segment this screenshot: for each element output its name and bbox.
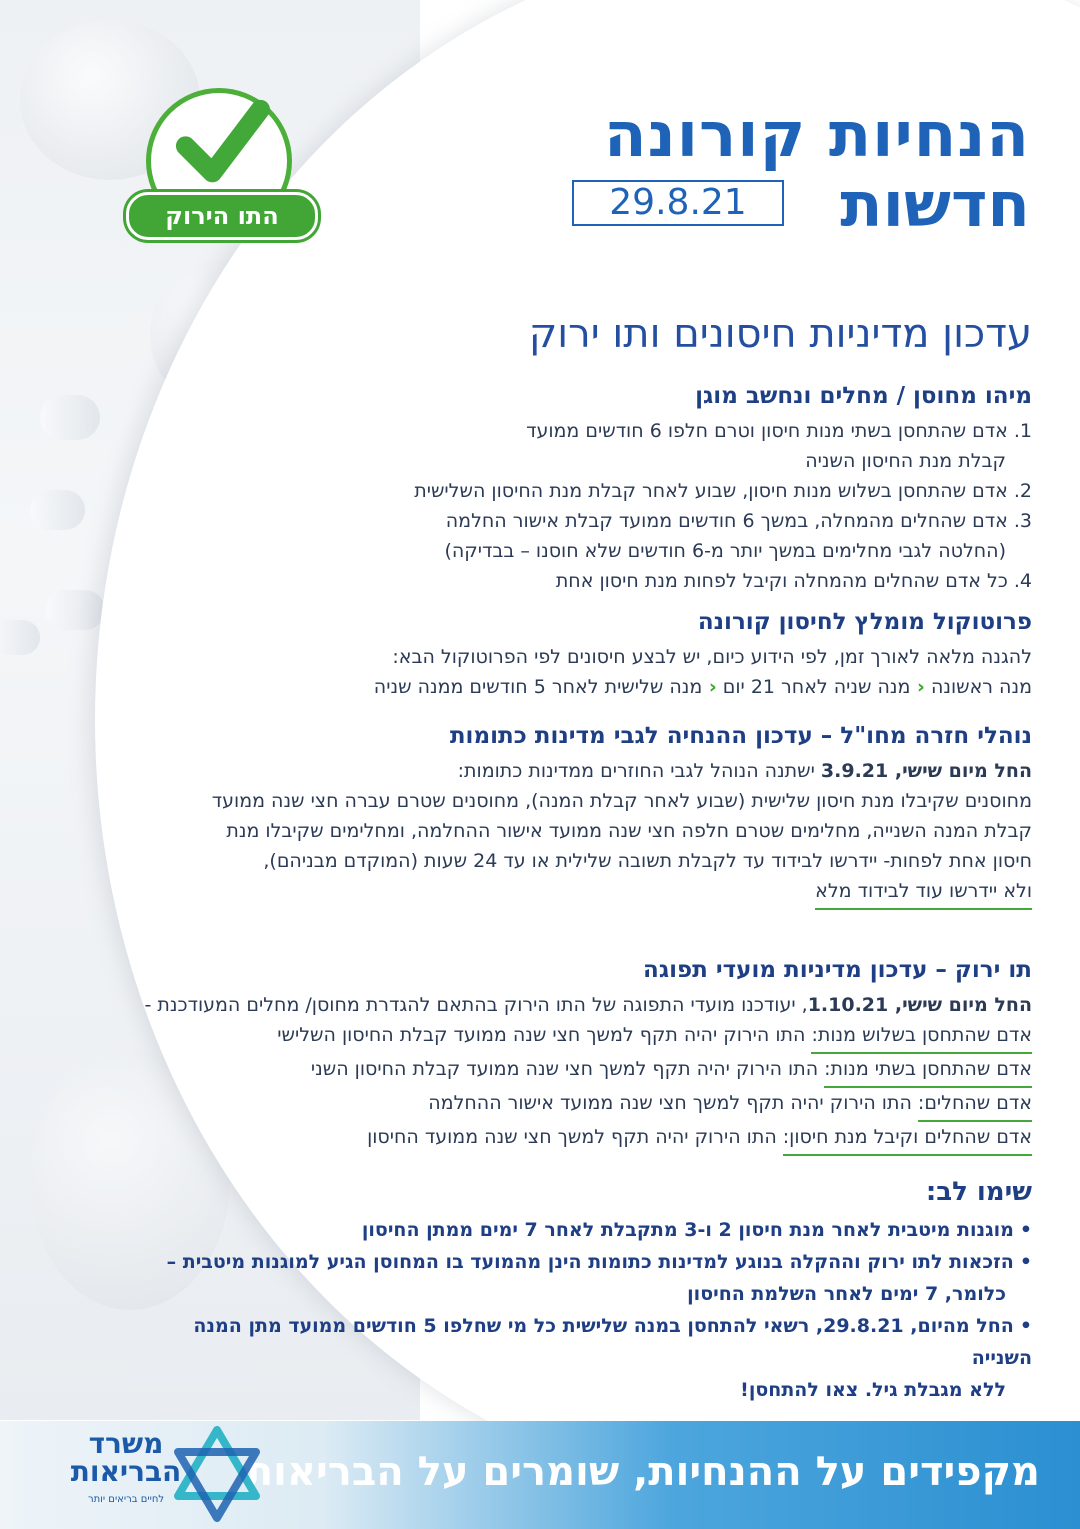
pill-decoration (0, 620, 40, 655)
green-pass-row-rule: התו הירוק יהיה תקף למשך חצי שנה ממועד קבלת החיסון השני (310, 1058, 825, 1080)
travel-lead-text: ישתנה הנוהל לגבי החוזרים ממדינות כתומות: (457, 760, 821, 782)
logo-text: משרד הבריאות (70, 1427, 182, 1488)
list-item: 3. אדם שהחלים מהמחלה, במשך 6 חודשים ממועד קבלת אישור החלמה (445, 510, 1032, 532)
section-title-protocol: פרוטוקול מומלץ לחיסון קורונה (697, 609, 1032, 635)
travel-text: מחוסנים שקיבלו מנת חיסון שלישית (שבוע לאחר קבלת המנה), מחוסנים שטרם עברה חצי שנה ממועד (211, 790, 1032, 812)
green-pass-row-who: אדם שהחלים וקיבל מנת חיסון: (783, 1122, 1032, 1156)
green-pass-row (152, 1054, 1032, 1088)
green-pass-row-who: אדם שהתחסן בשלוש מנות: (811, 1020, 1032, 1054)
green-pass-badge (126, 88, 312, 234)
note-bullet: •החל מהיום, 29.8.21, רשאי להתחסן במנה שלישית כל מי שחלפו 5 חודשים ממועד מתן המנה השנייה (193, 1315, 1032, 1369)
protocol-step-3: מנה שלישית לאחר 5 חודשים ממנה שניה (373, 676, 703, 698)
note-text: מוגנות מיטבית לאחר מנת חיסון 2 ו-3 מתקבלת לאחר 7 ימים ממתן החיסון (361, 1219, 1014, 1241)
list-item-continuation: (החלטה לגבי מחלימים במשך יותר מ-6 חודשים שלא חוסנו – בבדיקה) (444, 540, 1006, 562)
main-content (144, 306, 1032, 1406)
green-pass-lead-date: החל מיום שישי, 1.10.21 (807, 994, 1032, 1016)
protocol-intro: להגנה מלאה לאורך זמן, לפי הידוע כיום, יש לבצע חיסונים לפי הפרוטוקול הבא: (392, 646, 1032, 668)
pill-decoration (45, 590, 105, 630)
travel-lead (152, 756, 1032, 786)
list-item: 1. אדם שהתחסן בשתי מנות חיסון וטרם חלפו 6 חודשים ממועד (526, 420, 1032, 442)
ministry-logo (52, 1426, 262, 1526)
note-continuation: ללא מגבלת גיל. צאו להתחסן! (740, 1379, 1006, 1401)
notes-title: שימו לב: (925, 1177, 1032, 1207)
green-pass-row (152, 1088, 1032, 1122)
green-pass-row (152, 1122, 1032, 1156)
section-title-travel: נוהלי חזרה מחו"ל – עדכון ההנחיה לגבי מדינות כתומות (449, 723, 1032, 749)
green-pass-row-rule: התו הירוק יהיה תקף למשך חצי שנה ממועד קבלת החיסון השלישי (277, 1024, 812, 1046)
travel-text-highlight: ולא יידרשו עוד לבידוד מלא (815, 876, 1032, 910)
note-bullet: •מוגנות מיטבית לאחר מנת חיסון 2 ו-3 מתקבלת לאחר 7 ימים ממתן החיסון (361, 1219, 1032, 1241)
check-icon (174, 96, 270, 192)
note-text: החל מהיום, 29.8.21, רשאי להתחסן במנה שלישית כל מי שחלפו 5 חודשים ממועד מתן המנה השנייה (193, 1315, 1032, 1369)
green-pass-row-who: אדם שהחלים: (918, 1088, 1032, 1122)
travel-lead-date: החל מיום שישי, 3.9.21 (820, 760, 1032, 782)
protocol-step-1: מנה ראשונה (930, 676, 1032, 698)
green-pass-lead-text: , יעודכנו מועדי התפוגה של התו הירוק בהתאם להגדרת מחוסן/ מחלים המעודכנת - (144, 994, 808, 1016)
green-pass-lead (144, 990, 1032, 1020)
list-item-continuation: קבלת מנת החיסון השניה (805, 450, 1006, 472)
travel-text: קבלת המנה השנייה, מחלימים שטרם חלפה חצי שנה ממועד אישור ההחלמה, ומחלימים שקיבלו מנת (226, 820, 1032, 842)
protocol-step-2: מנה שניה לאחר 21 יום (722, 676, 911, 698)
list-item: 4. כל אדם שהחלים מהמחלה וקיבל לפחות מנת חיסון אחת (555, 570, 1032, 592)
green-pass-row-rule: התו הירוק יהיה תקף למשך חצי שנה ממועד החיסון (367, 1126, 783, 1148)
chevron-left-icon: ‹ (910, 676, 925, 698)
note-bullet: •הזכאות לתו ירוק וההקלה בנוגע למדינות כתומות הינן מהמועד בו המחוסן הגיע למוגנות מיטבית – (166, 1251, 1032, 1273)
page-title: הנחיות קורונה (604, 98, 1030, 171)
list-item: 2. אדם שהתחסן בשלוש מנות חיסון, שבוע לאחר קבלת מנת החיסון השלישית (414, 480, 1032, 502)
section-title-protected: מיהו מחוסן / מחלים ונחשב מוגן (695, 383, 1032, 409)
footer-slogan: מקפידים על ההנחיות, שומרים על הבריאות (245, 1449, 1040, 1495)
star-of-david-icon (172, 1426, 262, 1522)
date-box: 29.8.21 (572, 180, 784, 226)
note-continuation: כלומר, 7 ימים לאחר השלמת החיסון (687, 1283, 1006, 1305)
badge-label: התו הירוק (126, 192, 318, 240)
section-title-green-pass: תו ירוק – עדכון מדיניות מועדי תפוגה (643, 957, 1032, 983)
logo-tagline: לחיים בריאים יותר (87, 1494, 165, 1505)
pill-decoration (30, 490, 85, 530)
green-pass-row (152, 1020, 1032, 1054)
green-pass-row-who: אדם שהתחסן בשתי מנות: (824, 1054, 1032, 1088)
page-title-line2: חדשות (840, 168, 1030, 241)
protocol-steps (152, 672, 1032, 702)
chevron-left-icon: ‹ (702, 676, 717, 698)
green-pass-row-rule: התו הירוק יהיה תקף למשך חצי שנה ממועד אישור ההחלמה (428, 1092, 918, 1114)
travel-text: חיסון אחת לפחות- יידרשו לבידוד עד לקבלת תשובה שלילית או עד 24 שעות (המוקדם מבניהם), (263, 850, 1032, 872)
pill-decoration (40, 395, 100, 440)
subtitle: עדכון מדיניות חיסונים ותו ירוק (528, 311, 1032, 357)
note-text: הזכאות לתו ירוק וההקלה בנוגע למדינות כתומות הינן מהמועד בו המחוסן הגיע למוגנות מיטבית – (166, 1251, 1014, 1273)
